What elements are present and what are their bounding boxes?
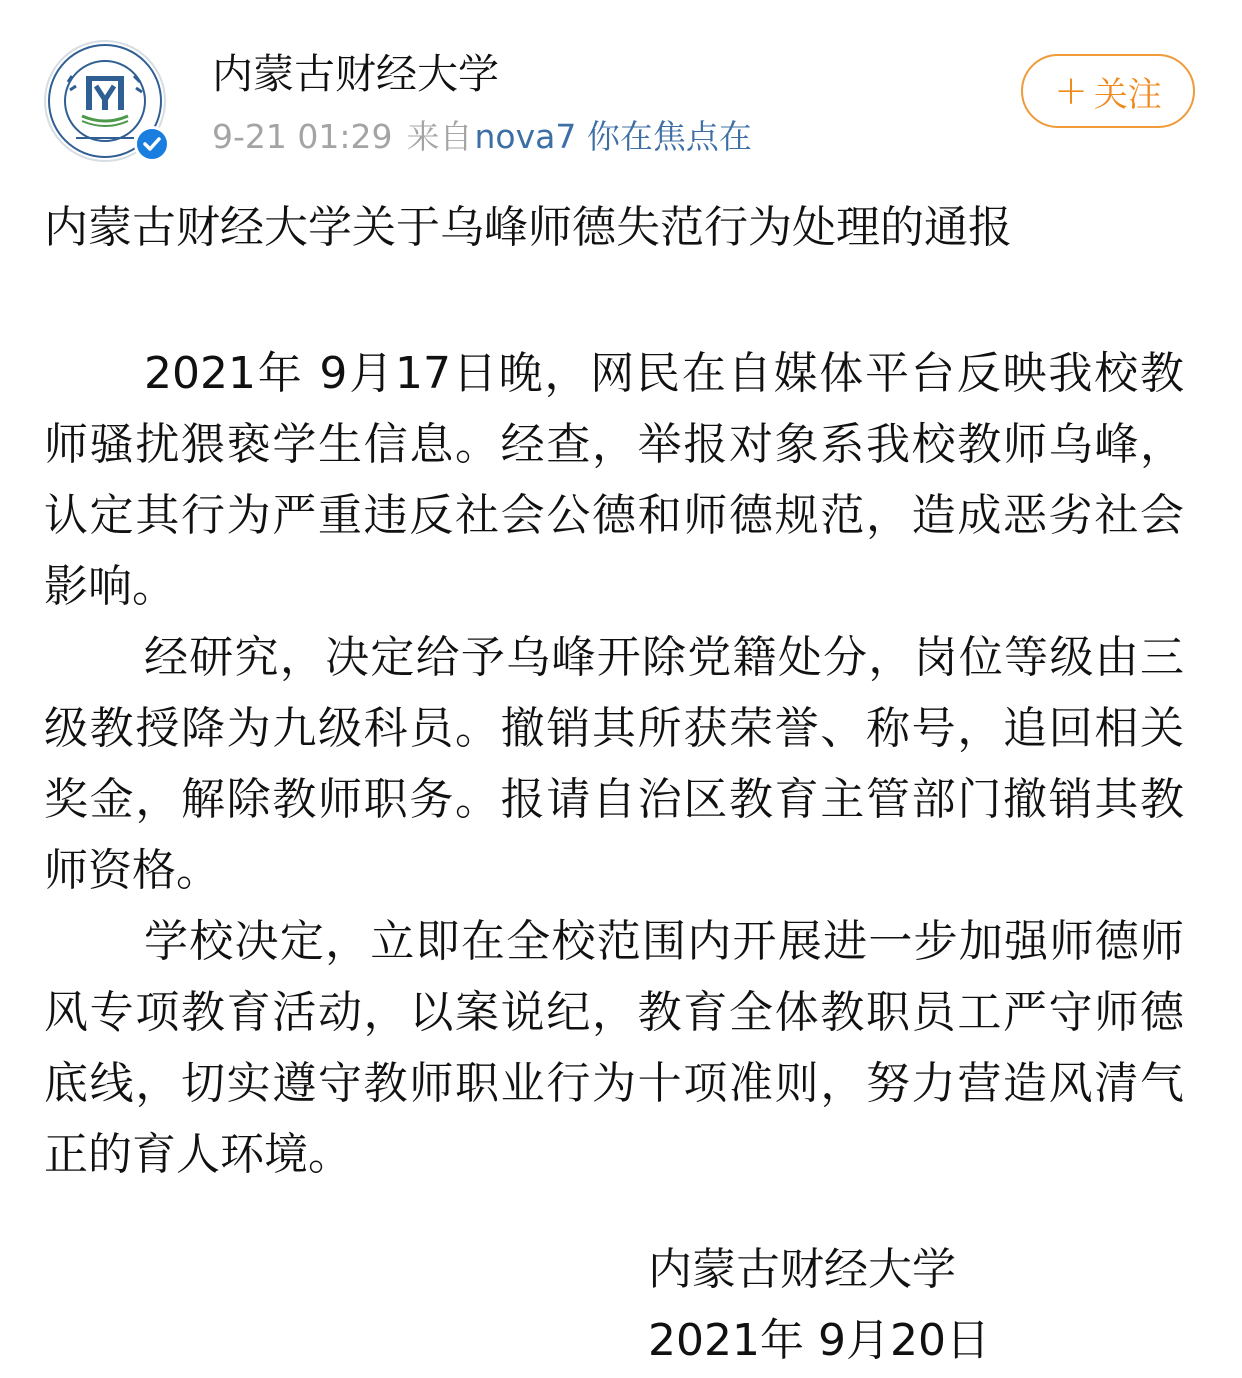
post-meta — [212, 114, 752, 160]
signature-org: 内蒙古财经大学 — [648, 1244, 956, 1295]
follow-label: 关注 — [1093, 74, 1162, 115]
source-label: 来自 — [406, 117, 473, 156]
paragraph: 学校决定，立即在全校范围内开展进一步加强师德师风专项教育活动，以案说纪，教育全体教职员工严守师德底线，切实遵守教师职业行为十项准则，努力营造风清气正的育人环境。 — [44, 916, 1184, 1180]
post-body — [44, 338, 1184, 1190]
verified-badge-icon — [134, 126, 170, 162]
post-header — [0, 0, 1242, 180]
paragraph: 经研究，决定给予乌峰开除党籍处分，岗位等级由三级教授降为九级科员。撤销其所获荣誉、称号，追回相关奖金，解除教师职务。报请自治区教育主管部门撤销其教师资格。 — [44, 632, 1184, 896]
paragraph: 2021年 9月17日晚，网民在自媒体平台反映我校教师骚扰猥亵学生信息。经查，举报对象系我校教师乌峰，认定其行为严重违反社会公德和师德规范，造成恶劣社会影响。 — [44, 348, 1184, 612]
post-title: 内蒙古财经大学关于乌峰师德失范行为处理的通报 — [44, 202, 1012, 253]
signature — [648, 1234, 990, 1376]
user-name[interactable]: 内蒙古财经大学 — [212, 50, 499, 98]
post-time: 9-21 01:29 — [212, 117, 393, 156]
plus-icon: + — [1054, 68, 1088, 114]
follow-button[interactable] — [1021, 54, 1195, 128]
source-device-link[interactable]: nova7 你在焦点在 — [474, 117, 752, 156]
signature-date: 2021年 9月20日 — [648, 1315, 990, 1366]
avatar[interactable] — [44, 40, 170, 166]
